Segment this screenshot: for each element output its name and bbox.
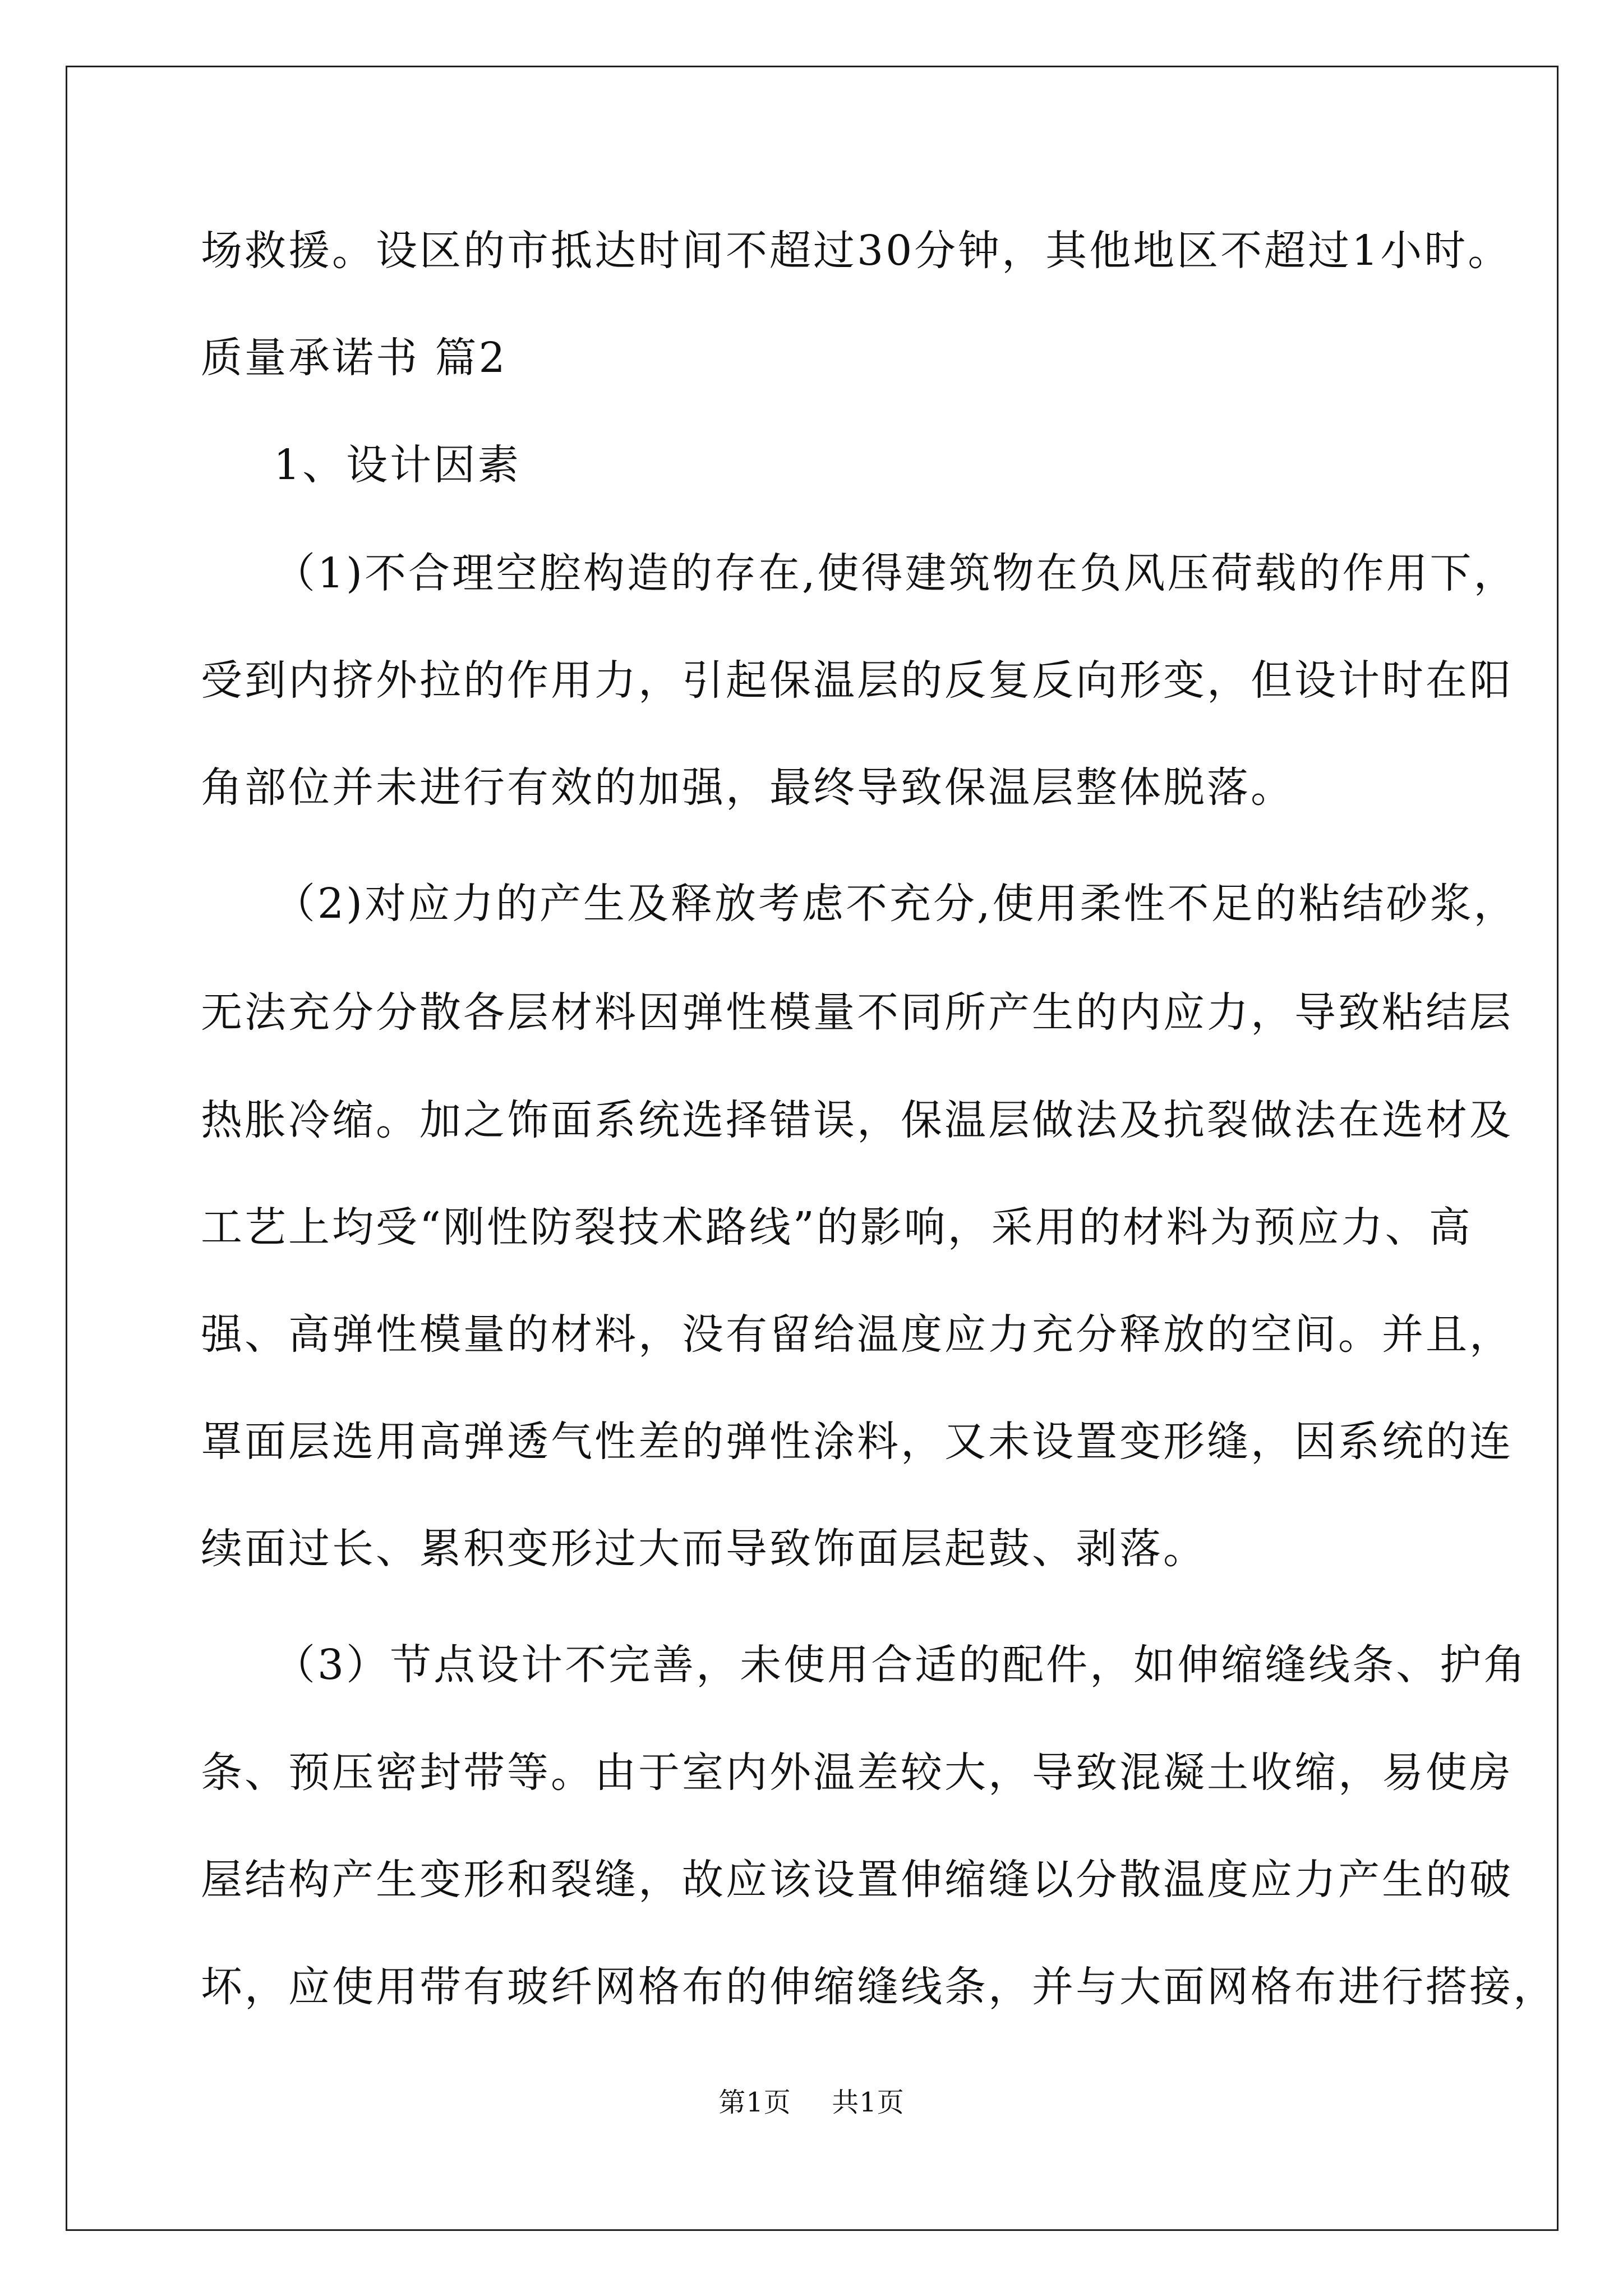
text-line: 条、预压密封带等。由于室内外温差较大，导致混凝土收缩，易使房 xyxy=(201,1749,1513,1797)
section-title: 质量承诺书 篇2 xyxy=(201,334,508,382)
text-line: 角部位并未进行有效的加强，最终导致保温层整体脱落。 xyxy=(201,763,1294,812)
text-line: 坏，应使用带有玻纤网格布的伸缩缝线条，并与大面网格布进行搭接， xyxy=(201,1963,1557,2011)
page-footer xyxy=(0,2086,1623,2119)
text-line: （2)对应力的产生及释放考虑不充分,使用柔性不足的粘结砂浆， xyxy=(274,880,1518,928)
text-line: 工艺上均受“刚性防裂技术路线”的影响，采用的材料为预应力、高 xyxy=(201,1203,1473,1251)
text-line: （1)不合理空腔构造的存在,使得建筑物在负风压荷载的作用下， xyxy=(274,549,1518,597)
text-line: 续面过长、累积变形过大而导致饰面层起鼓、剥落。 xyxy=(201,1525,1207,1573)
page-total: 共1页 xyxy=(832,2087,905,2118)
text-line: 热胀冷缩。加之饰面系统选择错误，保温层做法及抗裂做法在选材及 xyxy=(201,1096,1513,1144)
text-line: 罩面层选用高弹透气性差的弹性涂料，又未设置变形缝，因系统的连 xyxy=(201,1418,1513,1466)
subsection-heading: 1、设计因素 xyxy=(274,441,522,489)
text-line: 强、高弹性模量的材料，没有留给温度应力充分释放的空间。并且， xyxy=(201,1310,1513,1359)
text-line: 场救援。设区的市抵达时间不超过30分钟，其他地区不超过1小时。 xyxy=(201,227,1512,275)
text-line: （3）节点设计不完善，未使用合适的配件，如伸缩缝线条、护角 xyxy=(274,1641,1528,1689)
text-line: 无法充分分散各层材料因弹性模量不同所产生的内应力，导致粘结层 xyxy=(201,988,1513,1037)
page-number: 第1页 xyxy=(718,2087,791,2118)
text-line: 受到内挤外拉的作用力，引起保温层的反复反向形变，但设计时在阳 xyxy=(201,656,1513,705)
page-border xyxy=(66,66,1559,2231)
text-line: 屋结构产生变形和裂缝，故应该设置伸缩缝以分散温度应力产生的破 xyxy=(201,1856,1513,1904)
